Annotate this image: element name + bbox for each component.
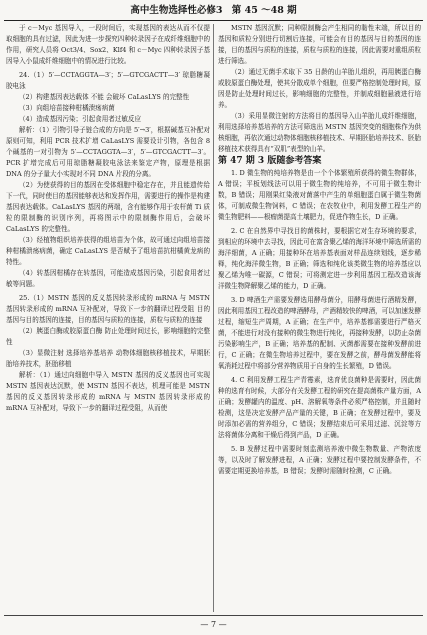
answer-5: 5. B 发酵过程中需要时刻监测培养液中微生物数量、产物浓度等，以及时了解发酵进程，A 正确；发酵过程中要控制发酵条件，不需要定期更换培养基，B 错误；发酵时需随时检测，C 正确。 — [218, 445, 421, 475]
column-divider — [213, 24, 214, 612]
answer-25-part-2: （2）胰蛋白酶或胶原蛋白酶 防止处理时间过长，影响细胞的完整性 — [6, 327, 210, 346]
analysis-24-part-2: （2）为使获得的目的基因在受体细胞中稳定存在，并且能遗传给下一代，同时使目的基因能够表达和发挥作用，需要进行的操作是构建基因表达载体。CaLasLYS 基因的两端，含有能够作用于农杆菌 Ti 质粒的限制酶的识别序列，再将图示中的限制酶作用后，会破坏 CaLasLYS 的完整性。 — [6, 181, 210, 233]
right-column — [218, 23, 421, 613]
page-header — [0, 3, 427, 18]
analysis-24-part-1: 解析：（1）引物引导子链合成的方向是 5′→3′，根据碱基互补配对原则可知，利用 PCR 技术扩增 CaLasLYS 需要设计引物，各包含 8 个碱基的一对引物为 5′—CCTAGGTA—3′，5′—GTCGACTT—3′。PCR 扩增完成后可用琼脂糖凝胶电泳法来鉴定产物，原理是根据 DNA 的分子量大小实现对不同 DNA 片段的分离。 — [6, 126, 210, 178]
section-title: 第 47 期 3 版随参考答案 — [218, 156, 322, 166]
answer-24-heading: 24.（1）5′—CCTAGGTA—3′；5′—GTCGACTT—3′ 琼脂糖凝胶电泳 — [6, 71, 210, 90]
answer-25-part-3: （3）显微注射 选择培养基培养 动物体细胞核移植技术，早期胚胎培养技术，胚胎移植 — [6, 349, 210, 368]
answer-24-part-2: （2）构建基因表达载体 不能 会破坏 CaLasLYS 的完整性 — [19, 93, 190, 101]
answer-2: 2. C 在自然界中寻找目的菌株时，要根据它对生存环境的要求，到相应的环境中去寻找，因此可在富含聚乙烯的海洋环境中筛选所需的海洋细菌，A 正确；用接种环在培养基表面对样品连续划线，逐步稀释，纯化海洋微生物，B 正确；筛选和纯化该类微生物的培养基应以聚乙烯为唯一碳源，C 错误；可将测定进一步利用基因工程改造该海洋微生物降解聚乙烯的能力，D 正确。 — [218, 227, 421, 290]
left-column — [6, 23, 210, 613]
answer-3: 3. D 啤酒生产需要发酵选用酵母菌分，用酵母菌进行酒精发酵，因此利用基因工程改造的啤酒酵母，产酒精较快的啤酒，可以加速发酵过程，缩短生产周期，A 正确；在生产中，培养基都需要进行严格灭菌，不能进行对没有接种的微生物进行纯化，再接种发酵，以防止杂菌污染影响生产，B 正确；培养基的配制、灭菌都需要在接种发酵前进行，C 正确；在微生物培养过程中，要在发酵之前，酵母菌发酵能将氧消耗过程中将部分营养物质用于自身的生长繁殖，D 错误。 — [218, 296, 421, 370]
analysis-25-part-1: 解析：（1）通过向细胞中导入 MSTN 基因的反义基因也可实现 MSTN 基因表达沉默，使 MSTN 基因不表达，机理可能是 MSTN 基因的反义基因转录形成的 mRNA 与 MSTN 基因转录形成的 mRNA 互补配对，导致下一步的翻译过程受阻，从而使 — [6, 371, 210, 412]
analysis-24-part-3: （3）经植物组织培养获得的组培苗为个体，故可通过向组培苗接种柑橘溃疡病菌，确定 CaLasLYS 是否赋予了组培苗抗柑橘黄龙病的特性。 — [6, 236, 210, 266]
header-issues: 第 45 ～48 期 — [231, 5, 297, 16]
page-number: — 7 — — [200, 620, 227, 629]
analysis-25-part-3: （3）采用显微注射的方法将目的基因导入山羊胎儿成纤维细胞，利用选择培养基培养的方法可筛选出 MSTN 基因突变的细胞株作为供核细胞，再依次通过动物体细胞核移植技术、早期胚胎培养技术、胚胎移植技术获得具有“双肌”表型的山羊。 — [218, 112, 421, 153]
answer-25-heading: 25.（1）MSTN 基因的反义基因转录形成的 mRNA 与 MSTN 基因转录形成的 mRNA 互补配对，导致下一步的翻译过程受阻 目的基因与目的基因的连接，目的基因与质粒的连接，质粒与质粒的连接 — [6, 294, 210, 324]
header-rule — [4, 20, 423, 21]
analysis-25-part-2: （2）通过无菌手术取下 35 日龄的山羊胎儿组织，再用胰蛋白酶或胶原蛋白酶处理，使其分散成单个细胞，但要严格控制处理时间，原因是防止处理时间过长，影响细胞的完整性，并制成细胞悬液进行培养。 — [218, 68, 421, 109]
left-paragraph: 于 c－Myc 基因导入，一段时间后，实现基因的表达从而不仅提取细胞的具有过滤，因此为进一步探究四种转录因子在成纤维细胞中的作用，研究人员将 Oct3/4、Sox2、Klf4 和 c－Myc 四种转录因子基因导入小鼠成纤维细胞中的情况进行比较。 — [6, 24, 210, 65]
answer-24-part-3: （3）向组培苗接种柑橘溃疡病菌 — [19, 104, 115, 112]
analysis-24-part-4: （4）转基因柑橘存在转基因，可能造成基因污染，引起食用者过敏等问题。 — [6, 269, 210, 288]
analysis-25-continued: MSTN 基因沉默；同种限制酶会产生相同的黏性末端，所以目的基因和质粒分别进行切割后连接，可能会有目的基因与目的基因的连接，目的基因与质粒的连接，质粒与质粒的连接，因此需要对重组质粒进行筛选。 — [218, 24, 421, 65]
header-title: 高中生物选择性必修3 — [130, 5, 223, 16]
answer-24-part-4: （4）造成基因污染；引起食用者过敏反应 — [19, 115, 142, 123]
answer-1: 1. D 微生物的纯培养物是由一个个体繁殖所获得的微生物群体，A 错误；平板划线法可以用于微生物的纯培养，不可用于微生物计数，B 错误；用刚果红染液对菌落中产生的单细胞蛋白属于微生物菌体，可制成微生物饲料，C 错误；在农牧业中，利用发酵工程生产的微生物肥料——根瘤菌提高土壤肥力，促进作物生长，D 正确。 — [218, 169, 421, 221]
footer-rule — [4, 615, 423, 616]
answer-4: 4. C 利用发酵工程生产青霉素，选育优良菌种是需要时，因此菌种的选育有时候，大部分有关发酵工程的研究在提高菌株产量方面，A 正确；发酵罐内的温度、pH、溶解氧等条件必须严格控制，并且随时检测，这是决定发酵产品产量的关键，B 正确；在发酵过程中，要及时添加必需的营养组分，C 错误；发酵结束后可采用过滤、沉淀等方法将菌体分离和干燥后得到产品，D 正确。 — [218, 376, 421, 439]
